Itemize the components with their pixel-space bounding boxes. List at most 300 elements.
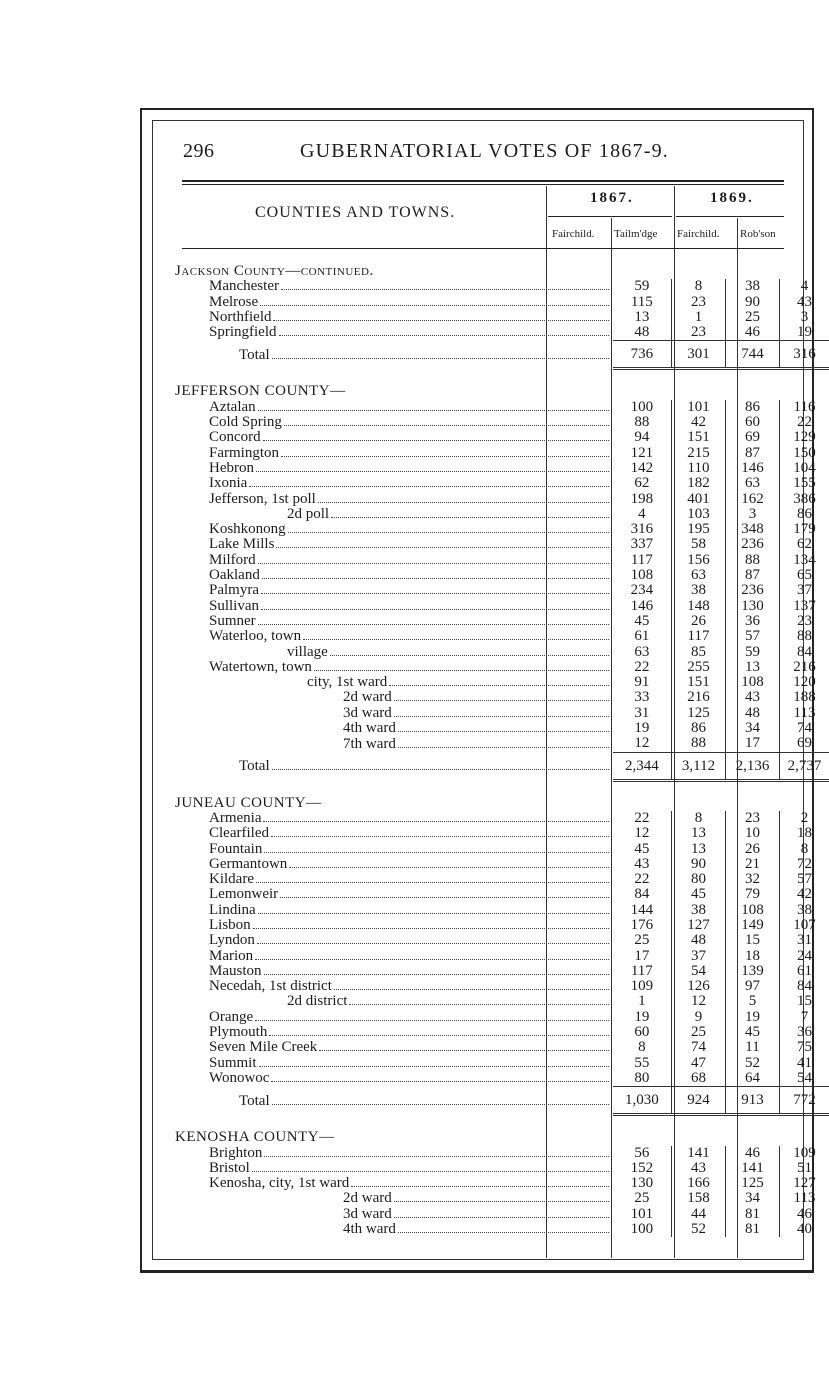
county-name: KENOSHA COUNTY— — [175, 1130, 335, 1146]
town-name — [175, 721, 613, 736]
vote-cell: 139 — [725, 964, 779, 979]
vote-cell: 52 — [725, 1056, 779, 1071]
vote-cell: 3,112 — [672, 752, 726, 780]
town-label: Sullivan — [209, 598, 260, 614]
table-row — [175, 1071, 829, 1087]
vote-cell: 36 — [780, 1025, 829, 1040]
vote-cell: 47 — [672, 1056, 726, 1071]
vote-cell: 61 — [634, 629, 650, 645]
table-row — [175, 1207, 829, 1222]
vote-cell: 38 — [780, 903, 829, 918]
table-row — [175, 310, 829, 325]
vote-cell: 116 — [780, 400, 829, 415]
dot-leader — [258, 912, 609, 914]
vote-cell: 179 — [780, 522, 829, 537]
table-row — [175, 1025, 829, 1040]
total-text: Total — [239, 1088, 270, 1114]
dot-leader — [398, 1231, 609, 1233]
town-name — [175, 415, 613, 430]
vote-cell: 69 — [725, 430, 779, 445]
header-rule-top2 — [182, 184, 784, 185]
town-label: 3d ward — [343, 1206, 392, 1222]
vote-cell: 80 — [672, 872, 726, 887]
vote-cell: 4 — [780, 279, 829, 294]
table-row — [175, 583, 829, 598]
vote-cell: 117 — [630, 963, 653, 979]
table-row — [175, 660, 829, 675]
vote-cell: 25 — [672, 1025, 726, 1040]
page-number: 296 — [183, 140, 215, 162]
vote-cell: 19 — [634, 1009, 650, 1025]
vote-cell: 129 — [780, 430, 829, 445]
vote-cell: 63 — [672, 568, 726, 583]
vote-cell: 101 — [630, 1206, 654, 1222]
town-label: Lyndon — [209, 933, 255, 949]
dot-leader — [319, 1049, 608, 1051]
town-name — [175, 872, 613, 887]
vote-cell: 80 — [634, 1070, 650, 1086]
town-label: Necedah, 1st district — [209, 979, 332, 995]
vote-cell: 31 — [634, 705, 650, 721]
town-label: Waterloo, town — [209, 629, 302, 645]
vote-cell: 151 — [672, 675, 726, 690]
vote-cell: 113 — [780, 1191, 829, 1206]
town-name — [175, 660, 613, 675]
town-name — [175, 461, 613, 476]
vote-cell: 15 — [780, 994, 829, 1009]
candidate-fairchild-1869: Fairchild. — [677, 228, 720, 240]
town-label: Farmington — [209, 445, 279, 461]
town-label: Milford — [209, 552, 256, 568]
town-name — [175, 446, 613, 461]
dot-leader — [260, 304, 608, 306]
dot-leader — [334, 988, 609, 990]
vote-cell: 125 — [725, 1176, 779, 1191]
vote-cell: 126 — [672, 979, 726, 994]
vote-cell: 43 — [634, 856, 650, 872]
town-name — [175, 675, 613, 690]
town-label: Koshkonong — [209, 522, 286, 538]
vote-cell: 59 — [634, 279, 650, 295]
table-row — [175, 430, 829, 445]
town-label: Orange — [209, 1009, 254, 1025]
town-label: Oakland — [209, 568, 260, 584]
vote-cell: 125 — [672, 706, 726, 721]
town-label: city, 1st ward — [307, 675, 388, 691]
vote-cell: 4 — [638, 506, 646, 522]
vote-cell: 90 — [672, 857, 726, 872]
vote-cell: 59 — [725, 645, 779, 660]
town-label: Palmyra — [209, 583, 259, 599]
total-row — [175, 752, 829, 780]
vote-cell: 117 — [672, 629, 726, 644]
page-title: GUBERNATORIAL VOTES OF 1867-9. — [300, 140, 669, 162]
dot-leader — [288, 531, 609, 533]
vote-cell: 150 — [780, 446, 829, 461]
vote-cell: 10 — [725, 826, 779, 841]
vote-cell: 117 — [630, 552, 653, 568]
table-row — [175, 887, 829, 902]
town-name — [175, 645, 613, 660]
vote-cell: 79 — [725, 887, 779, 902]
vote-cell: 19 — [780, 325, 829, 341]
vote-cell: 12 — [672, 994, 726, 1009]
vote-cell: 152 — [630, 1160, 654, 1176]
town-name — [175, 903, 613, 918]
vote-cell: 43 — [725, 690, 779, 705]
town-label: Mauston — [209, 963, 262, 979]
vote-cell: 156 — [672, 553, 726, 568]
vote-cell: 52 — [672, 1222, 726, 1237]
table-row — [175, 811, 829, 826]
vote-cell: 104 — [780, 461, 829, 476]
town-name — [175, 629, 613, 644]
dot-leader — [284, 424, 609, 426]
vote-cell: 13 — [725, 660, 779, 675]
vote-cell: 148 — [672, 599, 726, 614]
town-name — [175, 583, 613, 598]
table-row — [175, 446, 829, 461]
vote-cell: 97 — [725, 979, 779, 994]
dot-leader — [258, 623, 609, 625]
total-text: Total — [239, 342, 270, 368]
vote-cell: 45 — [634, 613, 650, 629]
vote-cell: 736 — [613, 341, 672, 369]
vote-cell: 34 — [725, 1191, 779, 1206]
vote-cell: 113 — [780, 706, 829, 721]
vote-cell: 38 — [672, 583, 726, 598]
vote-cell: 88 — [725, 553, 779, 568]
table-row — [175, 1146, 829, 1161]
town-name — [175, 599, 613, 614]
vote-cell: 41 — [780, 1056, 829, 1071]
town-label: 2d ward — [343, 690, 392, 706]
vote-cell: 109 — [630, 979, 654, 995]
vote-cell: 198 — [630, 491, 654, 507]
vote-cell: 158 — [672, 1191, 726, 1206]
vote-cell: 84 — [634, 887, 650, 903]
dot-leader — [351, 1185, 608, 1187]
town-name — [175, 964, 613, 979]
vote-cell: 57 — [780, 872, 829, 887]
vote-cell: 74 — [780, 721, 829, 736]
table-row — [175, 400, 829, 415]
vote-cell: 182 — [672, 476, 726, 491]
town-label: 2d poll — [287, 506, 330, 522]
town-label: Jefferson, 1st poll — [209, 491, 316, 507]
vote-cell: 38 — [725, 279, 779, 294]
town-name — [175, 1146, 613, 1161]
town-name — [175, 507, 613, 522]
vote-cell: 51 — [780, 1161, 829, 1176]
vote-cell: 2,737 — [780, 752, 829, 780]
vote-cell: 188 — [780, 690, 829, 705]
vote-cell: 13 — [672, 842, 726, 857]
vote-cell: 255 — [672, 660, 726, 675]
vote-cell: 60 — [725, 415, 779, 430]
town-label: Lisbon — [209, 917, 251, 933]
vote-cell: 63 — [634, 644, 650, 660]
dot-leader — [256, 470, 609, 472]
table-row — [175, 537, 829, 552]
total-row — [175, 1087, 829, 1115]
dot-leader — [279, 334, 609, 336]
vote-cell: 772 — [780, 1087, 829, 1115]
vote-cell: 146 — [630, 598, 654, 614]
vote-cell: 43 — [672, 1161, 726, 1176]
dot-leader — [389, 684, 608, 686]
vote-cell: 316 — [630, 522, 654, 538]
vote-cell: 149 — [725, 918, 779, 933]
vote-cell: 45 — [634, 841, 650, 857]
vote-cell: 134 — [780, 553, 829, 568]
town-name — [175, 476, 613, 491]
vote-cell: 54 — [780, 1071, 829, 1087]
table-row — [175, 675, 829, 690]
dot-leader — [331, 516, 608, 518]
town-name — [175, 736, 613, 752]
column-header-counties: COUNTIES AND TOWNS. — [255, 204, 456, 221]
town-name — [175, 918, 613, 933]
town-label: Sumner — [209, 613, 256, 629]
dot-leader — [263, 439, 609, 441]
total-label — [175, 1087, 613, 1115]
gap-cell — [175, 369, 829, 385]
dot-leader — [261, 608, 609, 610]
town-label: Cold Spring — [209, 415, 282, 431]
year-underline-1867 — [548, 216, 672, 217]
table-row — [175, 507, 829, 522]
table-row — [175, 1040, 829, 1055]
table-row — [175, 826, 829, 841]
table-row — [175, 903, 829, 918]
vote-cell: 142 — [630, 460, 654, 476]
vote-cell: 12 — [634, 736, 650, 752]
vote-cell: 25 — [725, 310, 779, 325]
vote-cell: 46 — [725, 1146, 779, 1161]
vote-cell: 21 — [725, 857, 779, 872]
vote-cell: 301 — [672, 341, 726, 369]
vote-cell: 8 — [780, 842, 829, 857]
town-label: Germantown — [209, 856, 288, 872]
vote-cell: 176 — [630, 917, 654, 933]
town-name — [175, 842, 613, 857]
dot-leader — [289, 866, 608, 868]
town-name — [175, 826, 613, 841]
town-name — [175, 310, 613, 325]
table-row — [175, 522, 829, 537]
table-row — [175, 979, 829, 994]
dot-leader — [281, 288, 609, 290]
vote-cell: 17 — [634, 948, 650, 964]
vote-cell: 109 — [780, 1146, 829, 1161]
dot-leader — [271, 1080, 608, 1082]
table-row — [175, 476, 829, 491]
candidate-robinson-1869: Rob'son — [740, 228, 776, 240]
vote-cell: 3 — [725, 507, 779, 522]
dot-leader — [257, 942, 609, 944]
vote-cell: 81 — [725, 1222, 779, 1237]
year-1869: 1869. — [710, 190, 754, 206]
total-label — [175, 341, 613, 369]
vote-cell: 84 — [780, 645, 829, 660]
town-name — [175, 400, 613, 415]
town-name — [175, 492, 613, 507]
vote-cell: 68 — [672, 1071, 726, 1087]
table-row — [175, 461, 829, 476]
vote-cell: 120 — [780, 675, 829, 690]
county-heading-row — [175, 796, 829, 811]
town-label: Springfield — [209, 325, 277, 341]
vote-cell: 166 — [672, 1176, 726, 1191]
town-name — [175, 1010, 613, 1025]
table-row — [175, 599, 829, 614]
county-name: JUNEAU COUNTY— — [175, 795, 322, 811]
total-label — [175, 752, 613, 780]
dot-leader — [261, 592, 609, 594]
town-name — [175, 1161, 613, 1176]
dot-leader — [398, 746, 609, 748]
table-row — [175, 645, 829, 660]
vote-cell: 33 — [634, 690, 650, 706]
vote-cell: 236 — [725, 537, 779, 552]
vote-cell: 234 — [630, 583, 654, 599]
vote-cell: 8 — [638, 1040, 646, 1056]
vote-cell: 108 — [630, 568, 654, 584]
header-rule-bottom — [182, 248, 784, 249]
vote-cell: 216 — [780, 660, 829, 675]
vote-cell: 24 — [780, 949, 829, 964]
vote-cell: 2,136 — [725, 752, 779, 780]
table-row — [175, 1161, 829, 1176]
vote-cell: 2,344 — [613, 752, 672, 780]
vote-cell: 386 — [780, 492, 829, 507]
vote-cell: 26 — [725, 842, 779, 857]
vote-cell: 337 — [630, 537, 654, 553]
vote-cell: 88 — [634, 415, 650, 431]
town-label: Wonowoc — [209, 1070, 270, 1087]
vote-cell: 115 — [630, 294, 653, 310]
dot-leader — [255, 958, 608, 960]
vote-cell: 141 — [672, 1146, 726, 1161]
table-row — [175, 325, 829, 341]
vote-cell: 48 — [634, 325, 650, 341]
gap-cell — [175, 780, 829, 796]
town-name — [175, 553, 613, 568]
dot-leader — [262, 577, 609, 579]
table-row — [175, 295, 829, 310]
table-row — [175, 918, 829, 933]
table-row — [175, 415, 829, 430]
vote-cell: 88 — [672, 736, 726, 752]
vote-cell: 74 — [672, 1040, 726, 1055]
vote-cell: 107 — [780, 918, 829, 933]
year-1867: 1867. — [590, 190, 634, 206]
table-row — [175, 964, 829, 979]
vote-cell: 127 — [780, 1176, 829, 1191]
vote-cell: 63 — [725, 476, 779, 491]
town-label: Lindina — [209, 902, 256, 918]
dot-leader — [303, 638, 608, 640]
vote-cell: 72 — [780, 857, 829, 872]
table-row — [175, 994, 829, 1009]
table-row — [175, 690, 829, 705]
gap-cell — [175, 1115, 829, 1131]
town-name — [175, 1207, 613, 1222]
vote-cell: 18 — [725, 949, 779, 964]
vote-cell: 84 — [780, 979, 829, 994]
town-name — [175, 325, 613, 341]
town-name — [175, 857, 613, 872]
town-label: Bristol — [209, 1160, 250, 1176]
town-name — [175, 1071, 613, 1087]
town-label: Kenosha, city, 1st ward — [209, 1176, 350, 1192]
dot-leader — [273, 319, 608, 321]
table-row — [175, 933, 829, 948]
vote-cell: 17 — [725, 736, 779, 752]
county-heading-row — [175, 264, 829, 279]
vote-cell: 19 — [725, 1010, 779, 1025]
vote-cell: 86 — [672, 721, 726, 736]
town-label: Kildare — [209, 872, 254, 888]
vote-cell: 155 — [780, 476, 829, 491]
table-row — [175, 1191, 829, 1206]
town-label: Seven Mile Creek — [209, 1040, 318, 1056]
section-gap — [175, 369, 829, 385]
vote-cell: 108 — [725, 675, 779, 690]
town-label: 2d ward — [343, 1191, 392, 1207]
vote-cell: 127 — [672, 918, 726, 933]
dot-leader — [263, 820, 608, 822]
town-label: Melrose — [209, 294, 259, 310]
vote-cell: 110 — [672, 461, 726, 476]
vote-cell: 40 — [780, 1222, 829, 1237]
table-row — [175, 736, 829, 752]
town-label: Northfield — [209, 309, 272, 325]
candidate-tallmadge-1867: Tailm'dge — [614, 228, 658, 240]
vote-cell: 58 — [672, 537, 726, 552]
vote-cell: 316 — [780, 341, 829, 369]
vote-cell: 22 — [634, 872, 650, 888]
town-label: Manchester — [209, 279, 279, 295]
vote-cell: 11 — [725, 1040, 779, 1055]
candidate-fairchild-1867: Fairchild. — [552, 228, 595, 240]
town-name — [175, 887, 613, 902]
town-label: Clearfiled — [209, 826, 269, 842]
town-label: Concord — [209, 430, 261, 446]
vote-cell: 2 — [780, 811, 829, 826]
town-label: 4th ward — [343, 1222, 396, 1238]
vote-cell: 348 — [725, 522, 779, 537]
table-row — [175, 721, 829, 736]
vote-cell: 62 — [780, 537, 829, 552]
town-name — [175, 430, 613, 445]
dot-leader — [253, 927, 609, 929]
table-row — [175, 706, 829, 721]
table-row — [175, 842, 829, 857]
vote-cell: 36 — [725, 614, 779, 629]
vote-cell: 46 — [780, 1207, 829, 1222]
vote-cell: 65 — [780, 568, 829, 583]
town-label: Summit — [209, 1055, 257, 1071]
vote-cell: 12 — [634, 826, 650, 842]
dot-leader — [272, 768, 609, 770]
vote-cell: 22 — [634, 810, 650, 826]
vote-cell: 100 — [630, 1222, 654, 1238]
dot-leader — [256, 881, 609, 883]
table-row — [175, 1176, 829, 1191]
dot-leader — [271, 835, 609, 837]
